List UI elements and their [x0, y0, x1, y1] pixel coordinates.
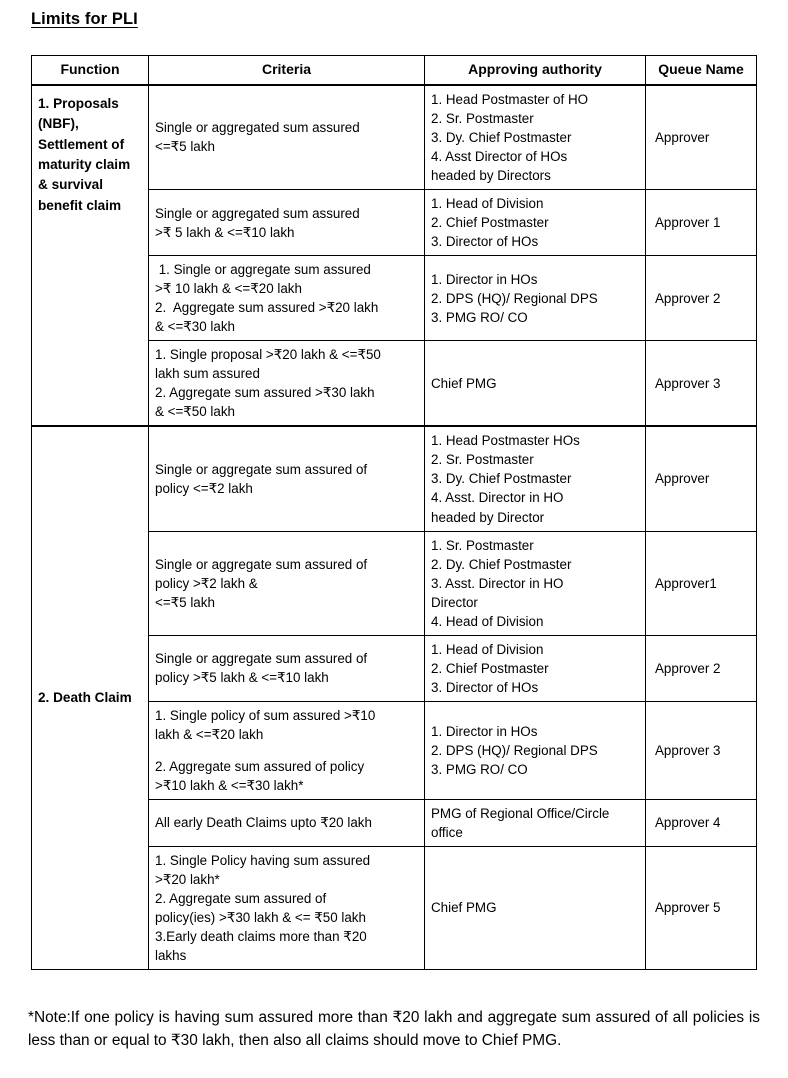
text-line: 1. Head Postmaster of HO — [431, 91, 589, 107]
text-line: & <=₹30 lakh — [155, 319, 235, 335]
text-line: 4. Head of Division — [431, 613, 544, 629]
approving-authority-cell — [425, 846, 646, 969]
text-line: 3.Early death claims more than ₹20 — [155, 928, 367, 944]
queue-name-cell: Approver1 — [646, 531, 757, 635]
text-line: 1. Single proposal >₹20 lakh & <=₹50 — [155, 347, 381, 363]
authority-text — [431, 804, 639, 842]
text-line: 1. Single or aggregate sum assured — [155, 262, 371, 278]
text-line: Single or aggregated sum assured — [155, 120, 360, 136]
text-line: 1. Director in HOs — [431, 271, 538, 287]
queue-name-cell: Approver — [646, 85, 757, 190]
criteria-text — [155, 460, 418, 498]
text-line: 1. Head of Division — [431, 641, 544, 657]
queue-name-cell: Approver 1 — [646, 190, 757, 256]
text-line: maturity claim — [38, 157, 131, 173]
criteria-cell — [149, 85, 425, 190]
text-line: 3. Asst. Director in HO — [431, 575, 564, 591]
queue-name-cell: Approver — [646, 426, 757, 531]
criteria-text — [155, 706, 418, 795]
approving-authority-cell — [425, 256, 646, 341]
text-line: Single or aggregate sum assured of — [155, 556, 368, 572]
queue-name-cell: Approver 4 — [646, 799, 757, 846]
authority-text — [431, 431, 639, 526]
column-header-function: Function — [32, 56, 149, 85]
authority-text — [431, 194, 639, 251]
text-line: 1. Head of Division — [431, 196, 544, 212]
text-line: 2. Aggregate sum assured of — [155, 890, 327, 906]
text-line: Single or aggregated sum assured — [155, 205, 360, 221]
criteria-cell — [149, 426, 425, 531]
text-line: & survival — [38, 177, 103, 193]
criteria-text — [155, 204, 418, 242]
authority-text — [431, 898, 639, 917]
text-line — [155, 744, 418, 757]
text-line: policy >₹2 lakh & — [155, 575, 258, 591]
criteria-cell — [149, 531, 425, 635]
function-cell — [32, 426, 149, 969]
criteria-cell — [149, 635, 425, 701]
text-line: policy <=₹2 lakh — [155, 480, 253, 496]
queue-name-cell: Approver 3 — [646, 701, 757, 799]
authority-text — [431, 640, 639, 697]
queue-name-cell: Approver 3 — [646, 341, 757, 427]
criteria-cell — [149, 190, 425, 256]
footnote — [28, 1006, 760, 1052]
text-line: 3. Dy. Chief Postmaster — [431, 129, 572, 145]
approving-authority-cell — [425, 635, 646, 701]
authority-text — [431, 722, 639, 779]
text-line: policy(ies) >₹30 lakh & <= ₹50 lakh — [155, 909, 366, 925]
text-line: 1. Single policy of sum assured >₹10 — [155, 707, 376, 723]
text-line: office — [431, 824, 463, 840]
text-line: Chief PMG — [431, 375, 497, 391]
text-line: 2. Sr. Postmaster — [431, 110, 534, 126]
criteria-text — [155, 555, 418, 612]
text-line: >₹ 10 lakh & <=₹20 lakh — [155, 281, 302, 297]
text-line: All early Death Claims upto ₹20 lakh — [155, 815, 372, 831]
criteria-text — [155, 813, 418, 832]
text-line: 3. Director of HOs — [431, 679, 539, 695]
text-line: Settlement of — [38, 136, 125, 152]
authority-text — [431, 536, 639, 631]
function-cell — [32, 85, 149, 427]
text-line: 3. Dy. Chief Postmaster — [431, 471, 572, 487]
table-body — [32, 85, 757, 970]
text-line: <=₹5 lakh — [155, 139, 215, 155]
text-line: policy >₹5 lakh & <=₹10 lakh — [155, 670, 329, 686]
column-header-authority: Approving authority — [425, 56, 646, 85]
footnote-label: *Note: — [28, 1009, 71, 1026]
footnote-text: If one policy is having sum assured more than ₹20 lakh and aggregate sum assured of all policies is less than or equal to ₹30 lakh, then also all claims should move to Chief PMG. — [28, 1009, 760, 1050]
text-line: 1. Single Policy having sum assured — [155, 852, 371, 868]
text-line: 2. DPS (HQ)/ Regional DPS — [431, 290, 598, 306]
criteria-cell — [149, 341, 425, 427]
table-row — [32, 85, 757, 190]
text-line: 2. Death Claim — [38, 689, 132, 705]
approving-authority-cell — [425, 426, 646, 531]
text-line: 3. PMG RO/ CO — [431, 761, 528, 777]
approving-authority-cell — [425, 190, 646, 256]
criteria-text — [155, 260, 418, 336]
table-row — [32, 426, 757, 531]
text-line: 3. PMG RO/ CO — [431, 309, 528, 325]
table-header-row — [32, 56, 757, 85]
function-label — [38, 94, 142, 216]
queue-name-cell: Approver 2 — [646, 635, 757, 701]
criteria-text — [155, 345, 418, 421]
text-line: >₹10 lakh & <=₹30 lakh* — [155, 777, 304, 793]
approving-authority-cell — [425, 799, 646, 846]
text-line: & <=₹50 lakh — [155, 404, 235, 420]
text-line: 1. Head Postmaster HOs — [431, 433, 580, 449]
text-line: headed by Director — [431, 509, 545, 525]
text-line: 2. Aggregate sum assured of policy — [155, 758, 365, 774]
text-line: 2. Aggregate sum assured >₹20 lakh — [155, 300, 379, 316]
text-line: >₹ 5 lakh & <=₹10 lakh — [155, 224, 295, 240]
column-header-queue: Queue Name — [646, 56, 757, 85]
text-line: 1. Director in HOs — [431, 723, 538, 739]
text-line: Single or aggregate sum assured of — [155, 461, 368, 477]
queue-name-cell: Approver 5 — [646, 846, 757, 969]
criteria-cell — [149, 701, 425, 799]
column-header-criteria: Criteria — [149, 56, 425, 85]
criteria-text — [155, 851, 418, 965]
table-header — [32, 56, 757, 85]
text-line: 2. DPS (HQ)/ Regional DPS — [431, 742, 598, 758]
footnote-paragraph — [28, 1006, 760, 1052]
authority-text — [431, 270, 639, 327]
text-line: <=₹5 lakh — [155, 594, 215, 610]
text-line: 1. Proposals — [38, 95, 119, 111]
text-line: lakh & <=₹20 lakh — [155, 726, 264, 742]
text-line: benefit claim — [38, 197, 122, 213]
criteria-cell — [149, 846, 425, 969]
text-line: 1. Sr. Postmaster — [431, 537, 534, 553]
text-line: >₹20 lakh* — [155, 871, 220, 887]
text-line: (NBF), — [38, 116, 79, 132]
criteria-cell — [149, 256, 425, 341]
approving-authority-cell — [425, 85, 646, 190]
approving-authority-cell — [425, 531, 646, 635]
approving-authority-cell — [425, 701, 646, 799]
authority-text — [431, 374, 639, 393]
text-line: lakh sum assured — [155, 366, 260, 382]
authority-text — [431, 90, 639, 185]
criteria-cell — [149, 799, 425, 846]
criteria-text — [155, 649, 418, 687]
approving-authority-cell — [425, 341, 646, 427]
text-line: 2. Chief Postmaster — [431, 660, 549, 676]
page-title: Limits for PLI — [31, 10, 138, 28]
text-line: 3. Director of HOs — [431, 234, 539, 250]
text-line: 2. Chief Postmaster — [431, 215, 549, 231]
text-line: 4. Asst. Director in HO — [431, 490, 564, 506]
criteria-text — [155, 118, 418, 156]
text-line: 2. Aggregate sum assured >₹30 lakh — [155, 385, 375, 401]
text-line: PMG of Regional Office/Circle — [431, 805, 610, 821]
text-line: Single or aggregate sum assured of — [155, 651, 368, 667]
text-line: 4. Asst Director of HOs — [431, 148, 568, 164]
text-line: Chief PMG — [431, 900, 497, 916]
text-line: lakhs — [155, 947, 187, 963]
function-label — [38, 688, 142, 708]
queue-name-cell: Approver 2 — [646, 256, 757, 341]
text-line: Director — [431, 594, 478, 610]
text-line: 2. Dy. Chief Postmaster — [431, 556, 572, 572]
text-line: headed by Directors — [431, 168, 551, 183]
limits-for-pli-table — [31, 55, 757, 970]
text-line: 2. Sr. Postmaster — [431, 452, 534, 468]
